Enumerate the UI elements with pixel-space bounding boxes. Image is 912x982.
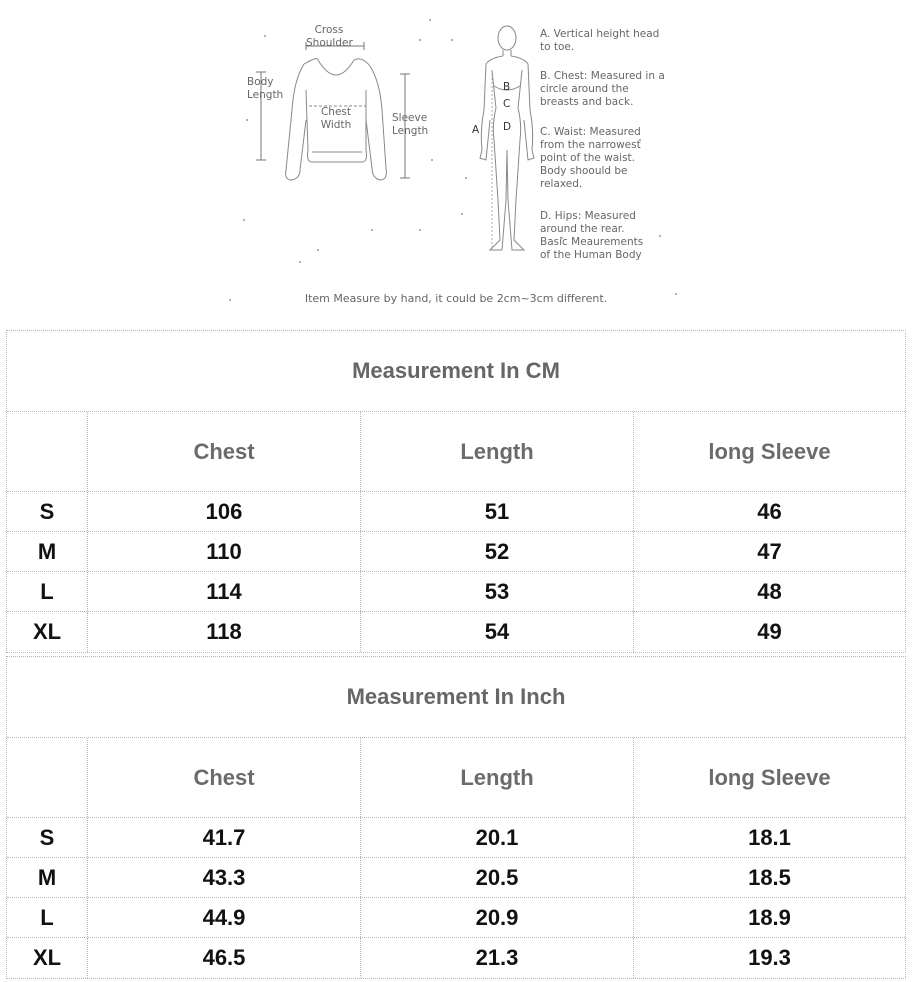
- header-length: Length: [361, 738, 634, 817]
- size-cell: S: [7, 492, 88, 531]
- cm-size-table: [6, 330, 906, 653]
- chest-width-label: Chest Width: [320, 106, 352, 131]
- note-a: A. Vertical height head to toe.: [540, 28, 660, 53]
- size-cell: M: [7, 532, 88, 571]
- letter-a: A: [472, 124, 480, 136]
- sleeve-cell: 18.1: [748, 824, 791, 850]
- note-c: C. Waist: Measured from the narrowest point of the waist. Body shoould be relaxed.: [540, 126, 641, 190]
- sleeve-cell: 18.5: [748, 864, 791, 890]
- header-chest: Chest: [88, 738, 361, 817]
- chest-cell: 43.3: [88, 858, 361, 897]
- header-long-sleeve: long Sleeve: [708, 438, 831, 464]
- sleeve-cell: 19.3: [748, 945, 791, 970]
- size-diagram: [0, 0, 912, 325]
- inch-size-table: [6, 656, 906, 979]
- table-row: [7, 532, 905, 572]
- sleeve-cell: 18.9: [748, 904, 791, 930]
- size-cell: L: [7, 898, 88, 937]
- measure-note: Item Measure by hand, it could be 2cm~3cm different.: [304, 292, 608, 305]
- length-cell: 20.5: [361, 858, 634, 897]
- table-row: [7, 572, 905, 612]
- garment-and-body-illustration: [0, 0, 912, 325]
- chest-cell: 44.9: [88, 898, 361, 937]
- length-cell: 20.1: [361, 818, 634, 857]
- chest-cell: 114: [88, 572, 361, 611]
- chest-cell: 110: [88, 532, 361, 571]
- note-d: D. Hips: Measured around the rear. Basic Meaurements of the Human Body: [540, 210, 644, 261]
- size-cell: XL: [7, 938, 88, 978]
- sleeve-length-label: Sleeve Length: [392, 112, 429, 137]
- size-cell: XL: [7, 612, 88, 652]
- letter-d: D: [503, 121, 512, 133]
- length-cell: 53: [361, 572, 634, 611]
- length-cell: 21.3: [361, 938, 634, 978]
- chest-cell: 118: [88, 612, 361, 652]
- sleeve-cell: 48: [757, 578, 782, 604]
- size-cell: M: [7, 858, 88, 897]
- size-cell: L: [7, 572, 88, 611]
- length-cell: 20.9: [361, 898, 634, 937]
- length-cell: 54: [361, 612, 634, 652]
- body-length-label: Body Length: [247, 76, 284, 101]
- table-row: [7, 858, 905, 898]
- chest-cell: 41.7: [88, 818, 361, 857]
- cm-table-title: Measurement In CM: [7, 331, 905, 412]
- header-long-sleeve: long Sleeve: [708, 764, 831, 790]
- size-cell: S: [7, 818, 88, 857]
- cross-shoulder-label: Cross Shoulder: [306, 24, 353, 49]
- inch-table-title: Measurement In Inch: [7, 657, 905, 738]
- human-figure-icon: [480, 26, 534, 250]
- sleeve-cell: 49: [757, 619, 782, 644]
- chest-cell: 106: [88, 492, 361, 531]
- chest-cell: 46.5: [88, 938, 361, 978]
- header-size: [7, 412, 88, 491]
- table-row: [7, 612, 905, 652]
- table-row: [7, 898, 905, 938]
- letter-c: C: [503, 98, 511, 110]
- note-b: B. Chest: Measured in a circle around the breasts and back.: [540, 70, 665, 108]
- cm-header-row: [7, 412, 905, 492]
- table-row: [7, 818, 905, 858]
- header-length: Length: [361, 412, 634, 491]
- letter-b: B: [503, 81, 511, 93]
- length-cell: 51: [361, 492, 634, 531]
- sleeve-cell: 46: [757, 498, 782, 524]
- inch-header-row: [7, 738, 905, 818]
- table-row: [7, 938, 905, 978]
- length-cell: 52: [361, 532, 634, 571]
- sleeve-cell: 47: [757, 538, 782, 564]
- table-row: [7, 492, 905, 532]
- header-chest: Chest: [88, 412, 361, 491]
- header-size: [7, 738, 88, 817]
